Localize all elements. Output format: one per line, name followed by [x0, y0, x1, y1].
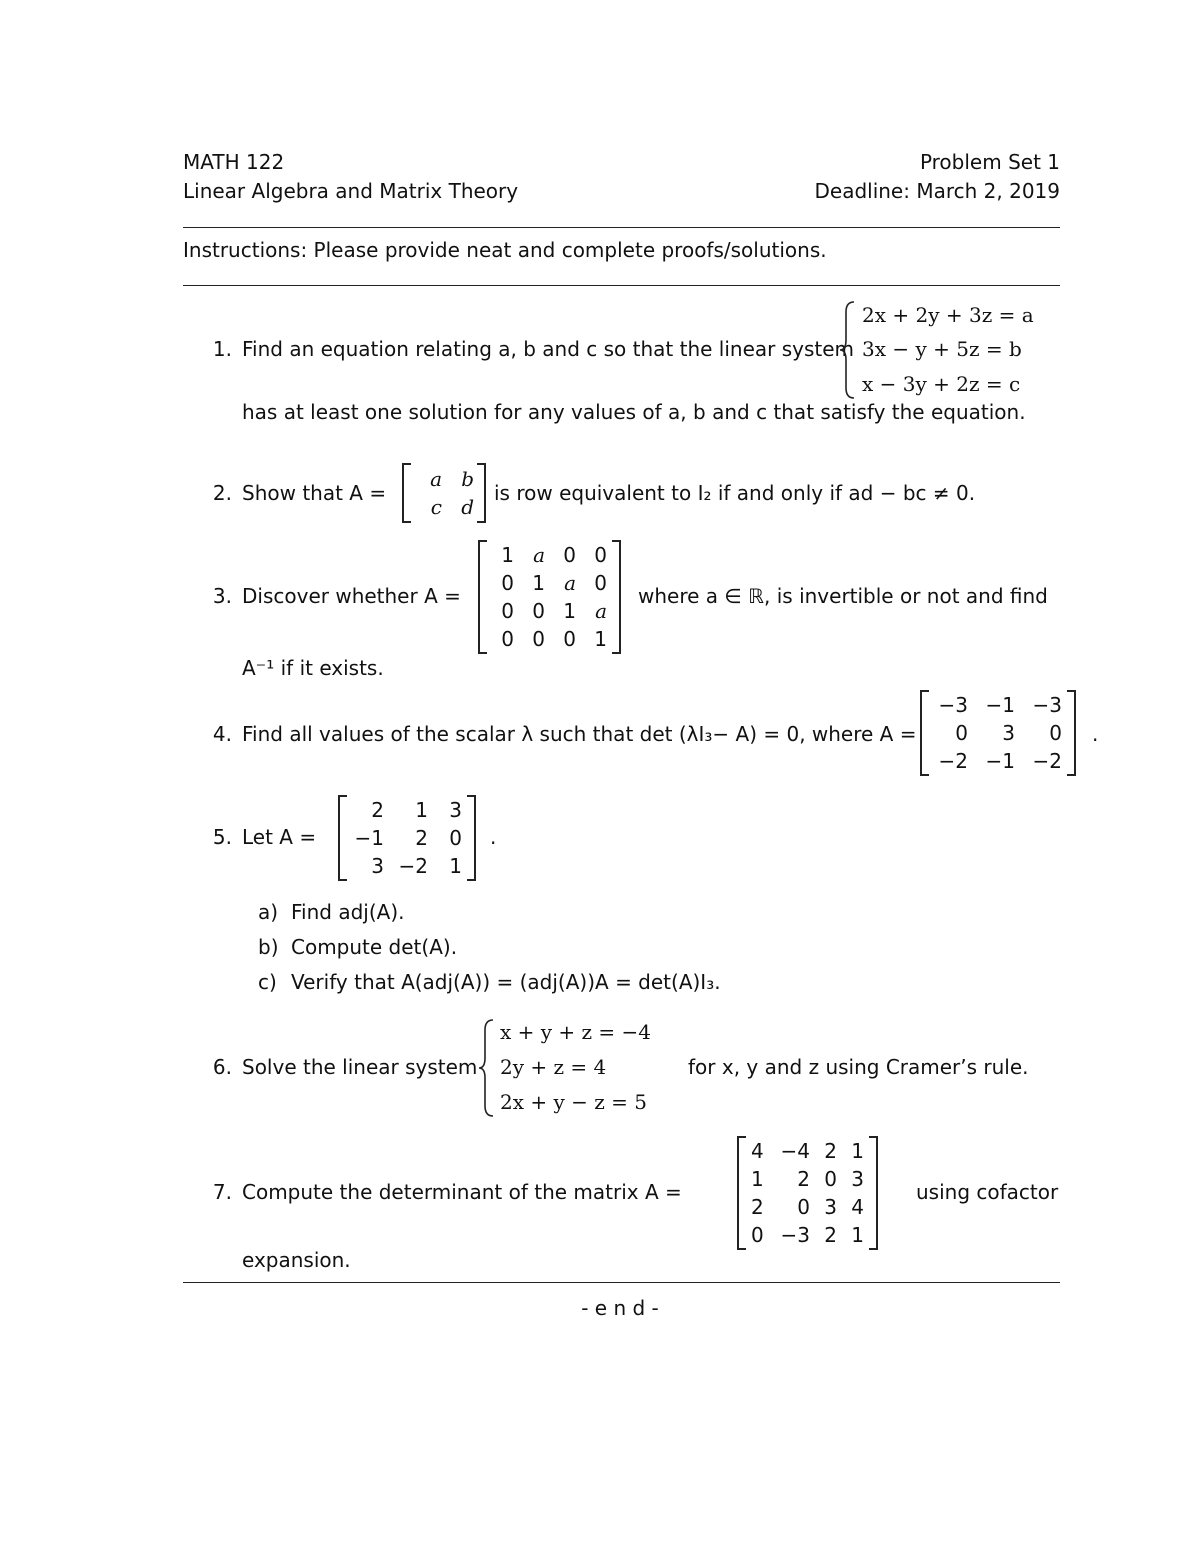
- matrix-cell: 0: [501, 599, 514, 623]
- system-equation: x + y + z = −4: [500, 1020, 652, 1044]
- matrix-cell: 0: [563, 627, 576, 651]
- problem-text-continued: has at least one solution for any values of a, b and c that satisfy the equation.: [242, 400, 1026, 424]
- matrix-cell: 2: [824, 1223, 837, 1247]
- problem-number: 5.: [212, 825, 232, 849]
- matrix-cell: a: [564, 571, 576, 595]
- matrix-cell: 1: [563, 599, 576, 623]
- problem-number: 6.: [212, 1055, 232, 1079]
- matrix-cell: 3: [1002, 721, 1015, 745]
- problem-number: 7.: [212, 1180, 232, 1204]
- course-code: MATH 122: [183, 150, 285, 174]
- period: .: [490, 825, 497, 849]
- matrix-cell: 1: [751, 1167, 764, 1191]
- matrix-cell: −4: [780, 1139, 810, 1163]
- matrix-cell: 0: [751, 1223, 764, 1247]
- matrix-cell: 1: [851, 1223, 864, 1247]
- instructions: Instructions: Please provide neat and complete proofs/solutions.: [183, 238, 827, 262]
- part-label: c): [258, 970, 277, 994]
- system-equation: 2x + 2y + 3z = a: [862, 303, 1034, 327]
- matrix: [478, 540, 621, 654]
- matrix-cell: −2: [398, 854, 428, 878]
- problem-text: Let A =: [242, 825, 317, 849]
- matrix: [737, 1136, 878, 1250]
- problem-set-label: Problem Set 1: [919, 150, 1060, 174]
- matrix-cell: −1: [985, 749, 1015, 773]
- matrix-cell: 1: [501, 543, 514, 567]
- footer-rule: [183, 1282, 1060, 1283]
- matrix-cell: 0: [501, 627, 514, 651]
- matrix-cell: 0: [449, 826, 462, 850]
- part-label: a): [258, 900, 279, 924]
- part-text: Compute det(A).: [291, 935, 458, 959]
- part-text: Find adj(A).: [291, 900, 405, 924]
- matrix-cell: 0: [501, 571, 514, 595]
- matrix-cell: −2: [1032, 749, 1062, 773]
- instructions-rule: [183, 285, 1060, 286]
- matrix-cell: 0: [797, 1195, 810, 1219]
- matrix-cell: b: [461, 467, 474, 491]
- brace-icon: [838, 300, 856, 400]
- matrix-cell: 2: [797, 1167, 810, 1191]
- matrix-cell: 1: [594, 627, 607, 651]
- matrix-cell: 4: [851, 1195, 864, 1219]
- matrix-cell: 1: [449, 854, 462, 878]
- matrix-cell: 0: [955, 721, 968, 745]
- matrix-cell: 2: [824, 1139, 837, 1163]
- matrix-cell: 3: [824, 1195, 837, 1219]
- matrix-cell: 2: [751, 1195, 764, 1219]
- matrix-cell: 3: [449, 798, 462, 822]
- matrix-cell: −1: [354, 826, 384, 850]
- matrix: [338, 795, 476, 881]
- matrix-cell: 2: [415, 826, 428, 850]
- matrix-cell: a: [533, 543, 545, 567]
- problem-text-next-line: expansion.: [242, 1248, 351, 1272]
- matrix-cell: −2: [938, 749, 968, 773]
- period: .: [1092, 722, 1099, 746]
- system-equation: 2x + y − z = 5: [500, 1090, 647, 1114]
- matrix-cell: −3: [780, 1223, 810, 1247]
- problem-text-next-line: A⁻¹ if it exists.: [242, 656, 384, 680]
- problem-text-continued: is row equivalent to I₂ if and only if ad − bc ≠ 0.: [494, 481, 976, 505]
- matrix: [402, 463, 486, 523]
- matrix-cell: c: [430, 495, 442, 519]
- matrix-cell: 0: [594, 543, 607, 567]
- problem-text-continued: using cofactor: [916, 1180, 1059, 1204]
- matrix-cell: a: [430, 467, 442, 491]
- matrix-cell: 1: [851, 1139, 864, 1163]
- matrix-cell: 1: [415, 798, 428, 822]
- problem-number: 2.: [212, 481, 232, 505]
- matrix-cell: 0: [594, 571, 607, 595]
- part-text: Verify that A(adj(A)) = (adj(A))A = det(A)I₃.: [291, 970, 721, 994]
- header-rule: [183, 227, 1060, 228]
- matrix-cell: a: [595, 599, 607, 623]
- problem-text: Discover whether A =: [242, 584, 461, 608]
- matrix-cell: 3: [851, 1167, 864, 1191]
- brace-icon: [477, 1018, 495, 1118]
- problem-number: 4.: [212, 722, 232, 746]
- deadline: Deadline: March 2, 2019: [814, 179, 1060, 203]
- matrix-cell: 2: [371, 798, 384, 822]
- matrix-cell: 1: [532, 571, 545, 595]
- problem-text: Find all values of the scalar λ such that det (λI₃− A) = 0, where A =: [242, 722, 917, 746]
- problem-text-continued: for x, y and z using Cramer’s rule.: [688, 1055, 1029, 1079]
- problem-text: Solve the linear system: [242, 1055, 478, 1079]
- matrix-cell: 0: [532, 599, 545, 623]
- matrix-cell: 0: [532, 627, 545, 651]
- matrix-cell: d: [461, 495, 474, 519]
- problem-text-continued: where a ∈ ℝ, is invertible or not and find: [638, 584, 1048, 608]
- matrix-cell: −1: [985, 693, 1015, 717]
- matrix-cell: 4: [751, 1139, 764, 1163]
- matrix-cell: 0: [824, 1167, 837, 1191]
- problem-text: Find an equation relating a, b and c so that the linear system: [242, 337, 855, 361]
- part-label: b): [258, 935, 279, 959]
- system-equation: 3x − y + 5z = b: [862, 337, 1022, 361]
- matrix-cell: 0: [563, 543, 576, 567]
- matrix: [920, 690, 1076, 776]
- matrix-cell: −3: [938, 693, 968, 717]
- problem-text: Show that A =: [242, 481, 387, 505]
- course-title: Linear Algebra and Matrix Theory: [183, 179, 519, 203]
- problem-number: 1.: [212, 337, 232, 361]
- matrix-cell: 3: [371, 854, 384, 878]
- end-marker: - e n d -: [581, 1296, 659, 1320]
- system-equation: x − 3y + 2z = c: [862, 372, 1021, 396]
- system-equation: 2y + z = 4: [500, 1055, 607, 1079]
- matrix-cell: 0: [1049, 721, 1062, 745]
- matrix-cell: −3: [1032, 693, 1062, 717]
- problem-text: Compute the determinant of the matrix A =: [242, 1180, 682, 1204]
- problem-number: 3.: [212, 584, 232, 608]
